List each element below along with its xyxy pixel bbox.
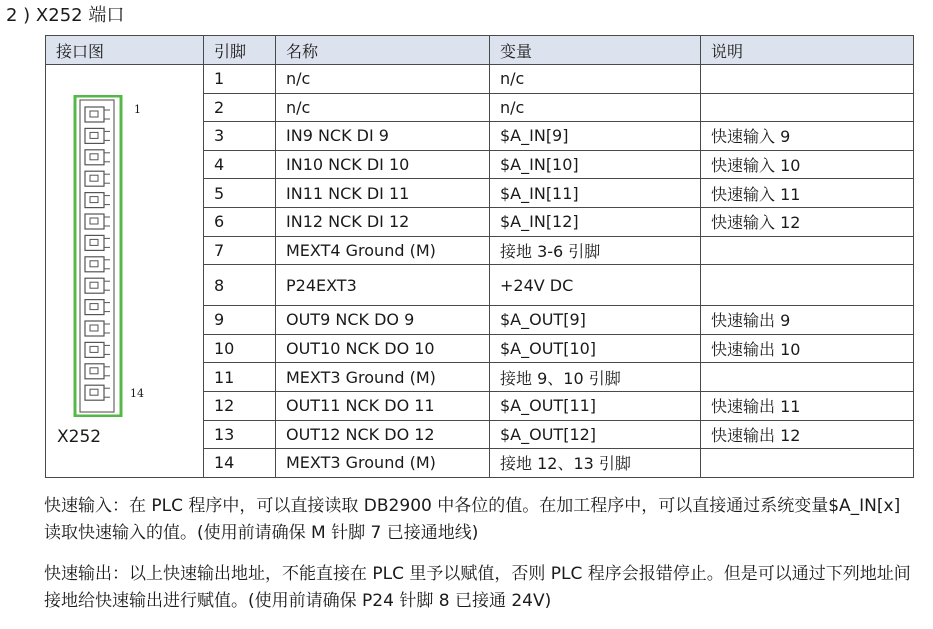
header-variable: 变量: [490, 36, 701, 65]
pin-contact: [90, 368, 98, 374]
name-cell: n/c: [276, 65, 490, 94]
pin-table: [45, 35, 914, 478]
header-diagram: 接口图: [46, 36, 204, 65]
name-cell: OUT11 NCK DO 11: [276, 391, 490, 420]
name-cell: MEXT3 Ground (M): [276, 363, 490, 392]
section-title: 2 ) X252 端口: [6, 5, 125, 26]
pin-contact: [90, 111, 98, 117]
variable-cell: 接地 3-6 引脚: [490, 236, 701, 265]
description-cell: 快速输入 10: [701, 150, 914, 179]
name-cell: MEXT3 Ground (M): [276, 449, 490, 478]
variable-cell: $A_IN[9]: [490, 122, 701, 151]
description-cell: [701, 265, 914, 306]
variable-cell: $A_OUT[11]: [490, 391, 701, 420]
pin-contact: [90, 389, 98, 395]
pin-contact: [90, 197, 98, 203]
header-name: 名称: [276, 36, 490, 65]
variable-cell: $A_IN[11]: [490, 179, 701, 208]
pin-contact: [90, 282, 98, 288]
name-cell: IN9 NCK DI 9: [276, 122, 490, 151]
pin-cell: 12: [204, 391, 276, 420]
name-cell: IN12 NCK DI 12: [276, 207, 490, 236]
variable-cell: 接地 12、13 引脚: [490, 449, 701, 478]
pin-contact: [90, 132, 98, 138]
description-cell: 快速输出 12: [701, 420, 914, 449]
table-header-row: [46, 36, 914, 65]
pin-contact: [90, 346, 98, 352]
header-description: 说明: [701, 36, 914, 65]
pin-cell: 6: [204, 207, 276, 236]
description-cell: [701, 65, 914, 94]
pin-cell: 7: [204, 236, 276, 265]
name-cell: OUT10 NCK DO 10: [276, 334, 490, 363]
pin-cell: 10: [204, 334, 276, 363]
pin-first-label: 1: [134, 103, 141, 116]
variable-cell: +24V DC: [490, 265, 701, 306]
pin-cell: 3: [204, 122, 276, 151]
pin-contact: [90, 261, 98, 267]
connector-diagram-cell: [46, 65, 204, 478]
pin-contact: [90, 304, 98, 310]
pin-cell: 11: [204, 363, 276, 392]
variable-cell: n/c: [490, 93, 701, 122]
description-cell: 快速输入 12: [701, 207, 914, 236]
description-cell: [701, 449, 914, 478]
description-cell: 快速输入 11: [701, 179, 914, 208]
pin-last-label: 14: [130, 387, 144, 400]
description-cell: 快速输出 10: [701, 334, 914, 363]
connector-label: X252: [57, 427, 102, 447]
description-cell: [701, 93, 914, 122]
pin-cell: 9: [204, 306, 276, 335]
variable-cell: $A_OUT[12]: [490, 420, 701, 449]
name-cell: IN10 NCK DI 10: [276, 150, 490, 179]
description-cell: 快速输入 9: [701, 122, 914, 151]
description-cell: 快速输出 11: [701, 391, 914, 420]
variable-cell: $A_OUT[9]: [490, 306, 701, 335]
description-cell: 快速输出 9: [701, 306, 914, 335]
pin-cell: 13: [204, 420, 276, 449]
description-cell: [701, 363, 914, 392]
pin-cell: 5: [204, 179, 276, 208]
name-cell: n/c: [276, 93, 490, 122]
pin-contact: [90, 325, 98, 331]
header-pin: 引脚: [204, 36, 276, 65]
connector-diagram: [73, 95, 123, 417]
name-cell: OUT9 NCK DO 9: [276, 306, 490, 335]
name-cell: MEXT4 Ground (M): [276, 236, 490, 265]
pin-cell: 8: [204, 265, 276, 306]
name-cell: OUT12 NCK DO 12: [276, 420, 490, 449]
pin-contact: [90, 154, 98, 160]
variable-cell: $A_IN[10]: [490, 150, 701, 179]
name-cell: P24EXT3: [276, 265, 490, 306]
fast-input-note: 快速输入：在 PLC 程序中，可以直接读取 DB2900 中各位的值。在加工程序中，可以直接通过系统变量$A_IN[x]读取快速输入的值。(使用前请确保 M 针脚 7 已接通地线): [44, 496, 901, 543]
name-cell: IN11 NCK DI 11: [276, 179, 490, 208]
pin-contact: [90, 218, 98, 224]
pin-cell: 1: [204, 65, 276, 94]
variable-cell: 接地 9、10 引脚: [490, 363, 701, 392]
pin-cell: 4: [204, 150, 276, 179]
pin-cell: 14: [204, 449, 276, 478]
fast-output-note: 快速输出：以上快速输出地址，不能直接在 PLC 里予以赋值，否则 PLC 程序会报错停止。但是可以通过下列地址间接地给快速输出进行赋值。(使用前请确保 P24 针脚 8 已接通 24V): [44, 564, 911, 611]
pin-contact: [90, 175, 98, 181]
variable-cell: n/c: [490, 65, 701, 94]
pin-contact: [90, 239, 98, 245]
table-row: [46, 65, 914, 94]
connector-svg: [73, 95, 123, 417]
pin-cell: 2: [204, 93, 276, 122]
description-cell: [701, 236, 914, 265]
variable-cell: $A_IN[12]: [490, 207, 701, 236]
variable-cell: $A_OUT[10]: [490, 334, 701, 363]
